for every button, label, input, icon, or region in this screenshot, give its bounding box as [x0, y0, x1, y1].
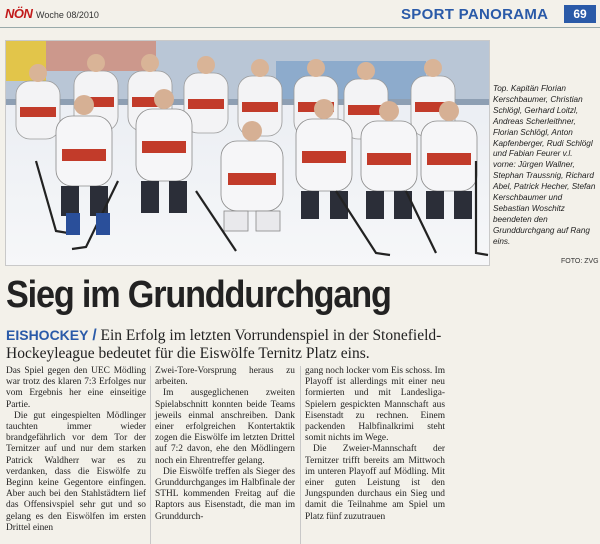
newspaper-logo: NÖN [5, 6, 33, 21]
paragraph: Zwei-Tore-Vorsprung heraus zu arbeiten. [155, 366, 295, 388]
team-photo-illustration [6, 41, 489, 265]
article-kicker: EISHOCKEY [6, 327, 89, 343]
paragraph: Die gut eingespielten Mödlinger tauchten immer wieder brandgefährlich vor dem Tor der Ternitzer auf und nur dem starken Patrick Waldherr war es zu verdanken, dass die Eiswölfe zu Beginn keine Gegentore einfingen. Aber auch bei den Stahlstädtern lief das Offensivspiel sehr gut und so gelang es den Eiswölfen im ersten Drittel einen [6, 410, 146, 533]
deck-text: Ein Erfolg im letzten Vorrundenspiel in der Stonefield-Hockeyleague bedeutet für die Eiswölfe Ternitz Platz eins. [6, 327, 442, 362]
paragraph: Die Zweier-Mannschaft der Ternitzer trifft bereits am Mittwoch im unteren Playoff auf Mödling. Mit einer guten Leistung ist den Jungspunden durchaus ein Sieg und damit die Teilnahme am Spiel um Platz fünf zuzutrauen [305, 444, 445, 522]
article-headline: Sieg im Grunddurchgang [6, 274, 391, 316]
kicker-slash: / [92, 327, 97, 344]
page-header [0, 0, 600, 30]
issue-label: Woche 08/2010 [36, 10, 99, 20]
team-photo [5, 40, 490, 266]
section-title: SPORT PANORAMA [401, 6, 549, 23]
header-divider [0, 27, 600, 28]
column-divider [150, 366, 151, 544]
paragraph: Die Eiswölfe treffen als Sieger des Grunddurchganges im Halbfinale der STHL kommenden Freitag auf die Raptors aus Eisenstadt, die man im Grunddurch- [155, 466, 295, 522]
page-number-badge: 69 [564, 5, 596, 23]
article-body [6, 366, 448, 544]
article-column-3 [305, 366, 445, 523]
article-column-2 [155, 366, 295, 523]
column-divider [300, 366, 301, 544]
photo-caption: Top. Kapitän Florian Kerschbaumer, Christian Schlögl, Gerhard Loitzl, Andreas Scherleithner, Florian Schlögl, Anton Kapfenberger, Rudi Schlögl und Fabian Feurer v.l. vorne: Jürgen Wallner, Stephan Traussnig, Richard Abel, Patrick Hecher, Stefan Kerschbaumer und Sebastian Woschitz beendeten den Grunddurchgang auf Rang eins. [493, 84, 596, 246]
paragraph: gang noch locker vom Eis schoss. Im Playoff ist allerdings mit einer neu formierten und mit Landesliga-Spielern gespickten Mannschaft aus Eisenstadt zu rechnen. Einem packenden Halbfinalkrimi steht somit nichts im Wege. [305, 366, 445, 444]
paragraph: Im ausgeglichenen zweiten Spielabschnitt konnten beide Teams jeweils einmal anschreiben. Dank einer erfolgreichen Kontertaktik zogen die Eiswölfe im letzten Drittel auf 7:2 davon, ehe den Mödlingern noch ein Ehrentreffer gelang. [155, 388, 295, 466]
article-deck [6, 327, 451, 362]
article-column-1 [6, 366, 146, 534]
paragraph: Das Spiel gegen den UEC Mödling war trotz des klaren 7:3 Erfolges nur vom Ergebnis her eine einseitige Partie. [6, 366, 146, 410]
photo-credit: FOTO: ZVG [561, 258, 599, 265]
